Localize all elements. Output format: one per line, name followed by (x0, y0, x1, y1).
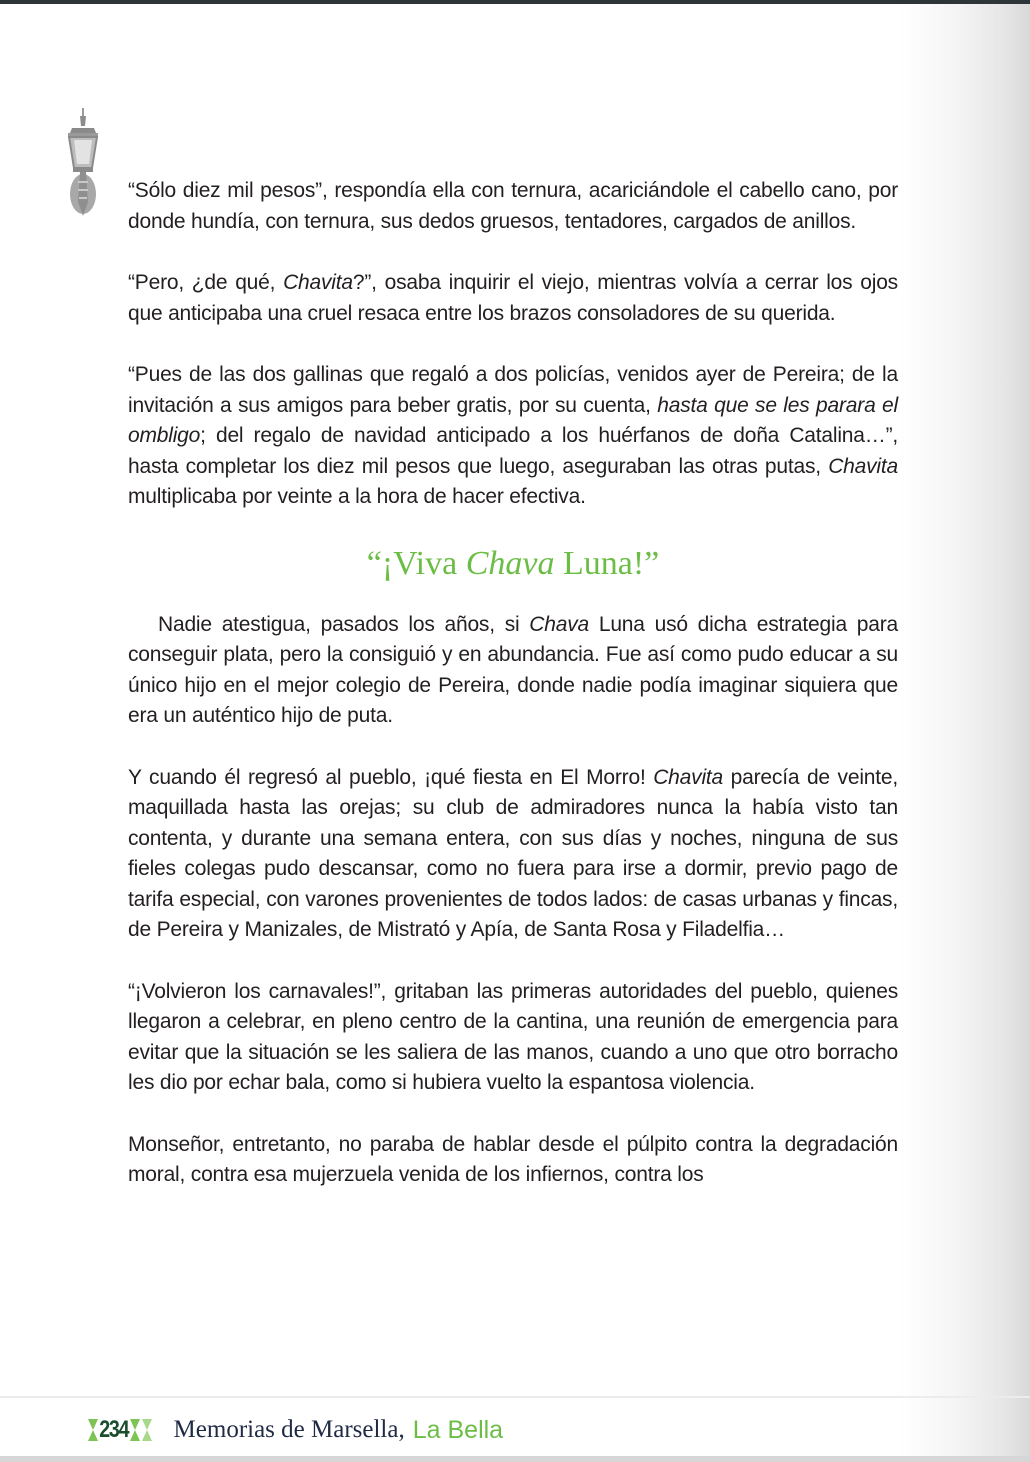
text-run: ?”, osaba inquirir el viejo, mientras volvía a cerrar los ojos que anticipaba una cruel resaca entre los brazos consoladores de su querida. (128, 271, 898, 325)
paragraph (128, 268, 898, 329)
paragraphs-before-section (128, 176, 898, 513)
page-number-block (88, 1416, 152, 1444)
page-number: 234 (99, 1416, 129, 1443)
text-run: parecía de veinte, maquillada hasta las orejas; su club de admiradores nunca la había visto tan contenta, y durante una semana entera, con sus días y noches, ninguna de sus fieles colegas pudo descansar, como no fuera para irse a dormir, previo pago de tarifa especial, con varones provenientes de todos lados: de casas urbanas y fincas, de Pereira y Manizales, de Mistrató y Apía, de Santa Rosa y Filadelfia… (128, 765, 899, 941)
text-run: “¡Volvieron los carnavales!”, gritaban las primeras autoridades del pueblo, quienes llegaron a celebrar, en pleno centro de la cantina, una reunión de emergencia para evitar que la situación se les saliera de las manos, cuando a uno que otro borracho les dio por echar bala, como si hubiera vuelto la espantosa violencia. (128, 979, 898, 1094)
italic-text: hasta que se les parara el ombligo (128, 393, 898, 447)
page-footer (88, 1410, 503, 1450)
page-content (128, 176, 898, 1222)
section-title (128, 544, 898, 584)
street-lamp-icon (58, 106, 108, 221)
bottom-bar (0, 1456, 1030, 1462)
hourglass-ornament-icon (130, 1419, 140, 1441)
italic-text: Chavita (283, 271, 353, 294)
paragraph (128, 610, 898, 732)
paragraph (128, 977, 898, 1099)
book-title: Memorias de Marsella, (173, 1416, 405, 1443)
text-run: Monseñor, entretanto, no paraba de hablar desde el púlpito contra la degradación moral, contra esa mujerzuela venida de los infiernos, contra los (128, 1132, 898, 1186)
top-bar (0, 0, 1030, 4)
italic-text: Chavita (828, 454, 898, 478)
paragraph (128, 176, 898, 237)
paragraph (128, 763, 898, 946)
paragraphs-after-section (128, 610, 898, 1191)
text-run: ; del regalo de navidad anticipado a los huérfanos de doña Catalina…”, hasta completar los diez mil pesos que luego, aseguraban las otras putas, (128, 424, 898, 478)
text-run: Luna usó dicha estrategia para conseguir plata, pero la consiguió y en abundancia. Fue así como pudo educar a su único hijo en el mejor colegio de Pereira, donde nadie podía imaginar siquiera que era un auténtico hijo de puta. (128, 612, 898, 727)
paragraph (128, 360, 898, 513)
text-run: “Sólo diez mil pesos”, respondía ella con ternura, acariciándole el cabello cano, por donde hundía, con ternura, sus dedos gruesos, tentadores, cargados de anillos. (128, 179, 898, 233)
footer-divider (0, 1396, 1030, 1398)
hourglass-ornament-icon (142, 1419, 152, 1441)
italic-text: Chava (529, 612, 590, 636)
section-title-pre: “¡Viva (366, 544, 466, 582)
book-subtitle: La Bella (412, 1415, 504, 1444)
page-edge-shadow (900, 4, 1030, 1458)
section-title-italic: Chava (465, 544, 555, 582)
hourglass-ornament-icon (88, 1419, 98, 1441)
text-run: “Pero, ¿de qué, (128, 271, 284, 294)
section-title-post: Luna!” (554, 544, 660, 582)
text-run: Nadie atestigua, pasados los años, si (158, 612, 530, 636)
text-run: Y cuando él regresó al pueblo, ¡qué fiesta en El Morro! (128, 765, 654, 789)
italic-text: Chavita (653, 765, 724, 789)
text-run: “Pues de las dos gallinas que regaló a dos policías, venidos ayer de Pereira; de la invitación a sus amigos para beber gratis, por su cuenta, (128, 363, 898, 417)
paragraph (128, 1130, 898, 1191)
text-run: multiplicaba por veinte a la hora de hacer efectiva. (128, 485, 586, 508)
